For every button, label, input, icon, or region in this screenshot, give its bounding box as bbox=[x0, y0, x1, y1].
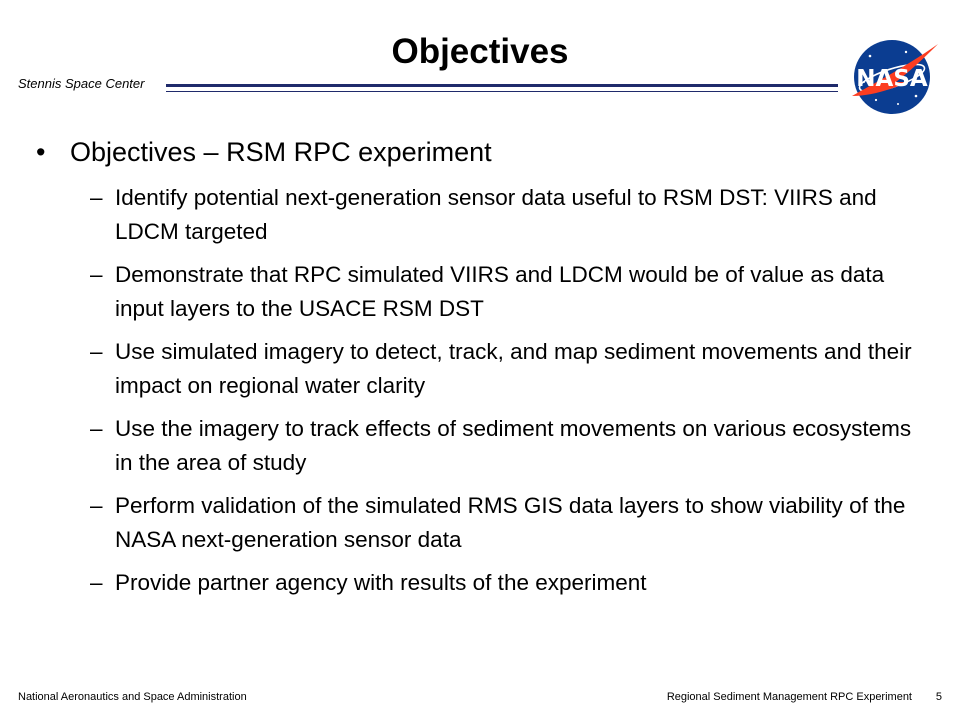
list-item bbox=[90, 412, 920, 480]
dash-symbol: – bbox=[90, 262, 103, 287]
slide-title: Objectives bbox=[391, 32, 569, 71]
list-item-text: Provide partner agency with results of the experiment bbox=[115, 570, 647, 595]
footer-agency: National Aeronautics and Space Administration bbox=[18, 691, 247, 703]
list-item-text: Use the imagery to track effects of sediment movements on various ecosystems in the area of study bbox=[115, 416, 912, 475]
dash-symbol: – bbox=[90, 185, 103, 210]
objectives-list bbox=[90, 181, 920, 609]
header-rule-thick bbox=[166, 84, 838, 87]
page-number: 5 bbox=[935, 691, 942, 703]
nasa-logo bbox=[846, 38, 940, 116]
dash-symbol: – bbox=[90, 570, 103, 595]
nasa-logo-icon bbox=[846, 38, 940, 116]
list-item-text: Identify potential next-generation sensor data useful to RSM DST: VIIRS and LDCM targeted bbox=[115, 185, 877, 244]
list-item-text: Use simulated imagery to detect, track, and map sediment movements and their impact on regional water clarity bbox=[115, 339, 912, 398]
footer-presentation-title: Regional Sediment Management RPC Experiment bbox=[666, 691, 912, 703]
list-item bbox=[90, 258, 920, 326]
nasa-logo-text: NASA bbox=[856, 66, 928, 92]
header-rule-thin bbox=[166, 91, 838, 92]
dash-symbol: – bbox=[90, 493, 103, 518]
bullet-symbol: • bbox=[36, 137, 46, 167]
list-item-text: Demonstrate that RPC simulated VIIRS and LDCM would be of value as data input layers to the USACE RSM DST bbox=[115, 262, 885, 321]
center-name: Stennis Space Center bbox=[18, 76, 145, 91]
list-item bbox=[90, 181, 920, 249]
main-bullet: Objectives – RSM RPC experiment bbox=[70, 137, 492, 167]
list-item bbox=[90, 566, 920, 600]
list-item bbox=[90, 335, 920, 403]
list-item bbox=[90, 489, 920, 557]
list-item-text: Perform validation of the simulated RMS GIS data layers to show viability of the NASA next-generation sensor data bbox=[115, 493, 906, 552]
dash-symbol: – bbox=[90, 339, 103, 364]
dash-symbol: – bbox=[90, 416, 103, 441]
